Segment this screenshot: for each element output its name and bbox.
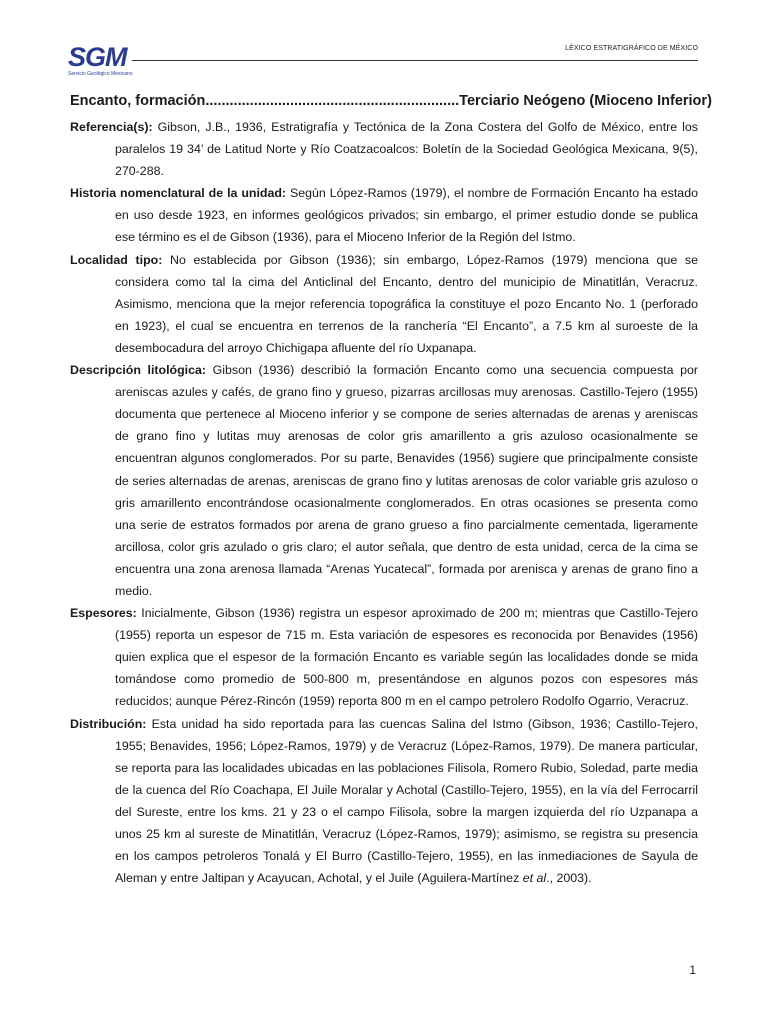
section-text: Según López-Ramos (1979), el nombre de Formación Encanto ha estado en uso desde 1923, en informes geológicos privados; sin embargo, el primer estudio donde se publica ese término es el de Gibson (1936), para el Mioceno Inferior de la Región del Istmo.	[115, 186, 698, 245]
page-title	[70, 90, 712, 112]
section-text: Esta unidad ha sido reportada para las cuencas Salina del Istmo (Gibson, 1936; Castillo-Tejero, 1955; Benavides, 1956; López-Ramos, 1979) y de Veracruz (López-Ramos, 1979). De manera particular, se reporta para las localidades ubicadas en las poblaciones Filisola, Romero Rubio, Soledad, parte media de la cuenca del Río Coachapa, El Juile Moralar y Achotal (Castillo-Tejero, 1955), en la vía del Ferrocarril del Sureste, entre los kms. 21 y 23 o el campo Filisola, sobre la margen izquierda del río Uzpanapa a unos 25 km al sureste de Minatitlán, Veracruz (López-Ramos, 1979); asimismo, se registra su presencia en los campos petroleros Tonalá y El Burro (Castillo-Tejero, 1955), en las inmediaciones de Sayula de Aleman y entre Jaltipan y Acayucan, Achotal, y el Juile (Aguilera-Martínez	[115, 716, 698, 886]
title-dots: ...............................................................	[205, 93, 460, 109]
section-label: Historia nomenclatural de la unidad:	[70, 186, 287, 201]
document-body	[70, 90, 712, 889]
sgm-logo	[68, 44, 134, 80]
title-name: Encanto, formación	[70, 93, 206, 109]
page-header	[68, 40, 698, 80]
section-text: Inicialmente, Gibson (1936) registra un espesor aproximado de 200 m; mientras que Castillo-Tejero (1955) reporta un espesor de 715 m. Esta variación de espesores es reconocida por Benavides (1956) quien explica que el espesor de la formación Encanto es variable según las localidades donde se mida tomándose como promedio de 500-800 m, presentándose en algunos pozos con espesores más reducidos; aunque Pérez-Rincón (1959) reporta 800 m en el campo petrolero Rodolfo Ogarrio, Veracruz.	[115, 606, 698, 709]
header-label: LÉXICO ESTRATIGRÁFICO DE MÉXICO	[565, 45, 698, 52]
section-historia	[70, 182, 698, 248]
section-label: Espesores:	[70, 606, 137, 621]
section-text: Gibson, J.B., 1936, Estratigrafía y Tectónica de la Zona Costera del Golfo de México, entre los paralelos 19 34’ de Latitud Norte y Río Coatzacoalcos: Boletín de la Sociedad Geológica Mexicana, 9(5), 270-288.	[115, 120, 698, 179]
logo-letters: SGM	[68, 42, 127, 72]
section-distribucion	[70, 713, 698, 890]
section-label: Descripción litológica:	[70, 363, 207, 378]
header-rule	[132, 60, 698, 61]
logo-subtext: Servicio Geológico Mexicano	[68, 71, 133, 77]
section-label: Referencia(s):	[70, 120, 153, 134]
section-espesores	[70, 602, 698, 712]
section-text: Gibson (1936) describió la formación Encanto como una secuencia compuesta por areniscas azules y cafés, de grano fino y grueso, pizarras arcillosas muy arenosas. Castillo-Tejero (1955) documenta que pertenece al Mioceno inferior y se compone de series alternadas de arenas y areniscas de grano fino y lutitas muy arenosas de color gris amarillento a gris azuloso ocasionalmente se encuentran algunos conglomerados. Por su parte, Benavides (1956) sugiere que principalmente consiste de series alternadas de arenas, areniscas de grano fino y lutitas arenosas de color variable gris azuloso o gris amarillento encontrándose ocasionalmente conglomerados. En otras ocasiones se presenta como una serie de estratos formados por arena de grano grueso a fino parcialmente cementada, ligeramente arcillosa, color gris azulado o gris claro; el autor señala, que dentro de esta unidad, cerca de la cima se encuentra una zona arenosa llamada “Arenas Yucatecal”, formada por arenisca y arenas de grano fino a medio.	[115, 363, 698, 598]
section-localidad	[70, 249, 698, 359]
title-open: (	[585, 93, 595, 109]
section-text: No establecida por Gibson (1936); sin embargo, López-Ramos (1979) menciona que se considera como tal la cima del Anticlinal del Encanto, dentro del municipio de Minatitlán, Veracruz. Asimismo, menciona que la mejor referencia topográfica la constituye el pozo Encanto No. 1 (perforado en 1923), el cual se encuentra en terrenos de la ranchería “El Encanto”, a 7.5 km al suroeste de la desembocadura del arroyo Chichigapa afluente del río Uxpanapa.	[115, 252, 698, 355]
title-era: Terciario Neógeno	[459, 93, 586, 109]
title-epoch: Mioceno Inferior	[594, 93, 708, 109]
section-label: Localidad tipo:	[70, 252, 163, 267]
section-descripcion	[70, 359, 698, 602]
section-label: Distribución:	[70, 716, 147, 731]
section-tail: ., 2003).	[546, 871, 592, 886]
title-close: )	[707, 93, 712, 109]
section-italic: et al	[522, 871, 547, 886]
section-referencia	[70, 116, 698, 182]
page-number: 1	[689, 963, 696, 977]
